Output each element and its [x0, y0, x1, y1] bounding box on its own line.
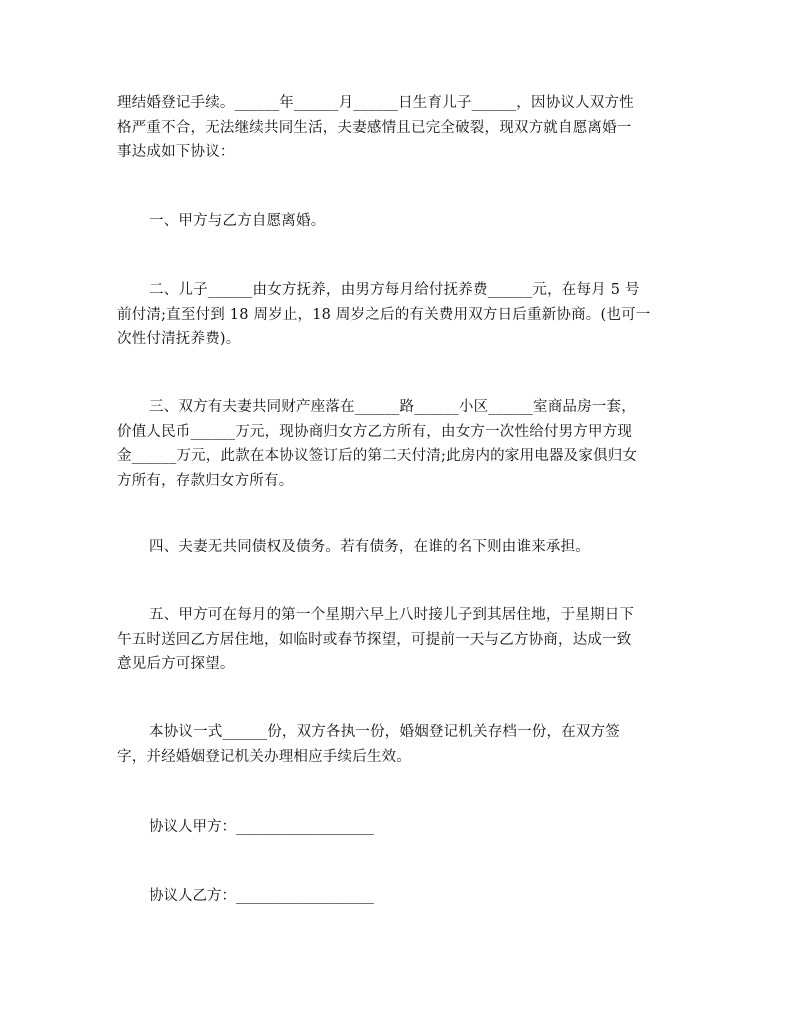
clause-3-line-4: 方所有，存款归女方所有。: [117, 472, 294, 489]
clause-5-paragraph: [117, 603, 682, 677]
intro-line-2: 格严重不合，无法继续共同生活，夫妻感情且已完全破裂，现双方就自愿离婚一: [117, 119, 632, 136]
clause-2-paragraph: [117, 278, 682, 352]
clause-2-line-1: 二、儿子______由女方抚养，由男方每月给付抚养费______元，在每月 5 号: [149, 282, 640, 298]
clause-3-line-1: 三、双方有夫妻共同财产座落在______路______小区______室商品房一套，: [149, 399, 636, 415]
signature-party-b: 协议人乙方：___________________: [149, 888, 374, 904]
clause-1-line-1: 一、甲方与乙方自愿离婚。: [149, 213, 326, 229]
clause-2-line-2: 前付清;直至付到 18 周岁止，18 周岁之后的有关费用双方日后重新协商。(也可一: [117, 306, 651, 323]
clause-3-line-3: 金______万元，此款在本协议签订后的第二天付清;此房内的家用电器及家俱归女: [117, 448, 638, 464]
intro-paragraph: [117, 91, 682, 165]
clause-4-line-1: 四、夫妻无共同债权及债务。若有债务，在谁的名下则由谁来承担。: [149, 539, 590, 555]
clause-2-line-3: 次性付清抚养费)。: [117, 331, 241, 347]
clause-5-line-3: 意见后方可探望。: [117, 656, 235, 672]
clause-5-line-2: 午五时送回乙方居住地，如临时或春节探望，可提前一天与乙方协商，达成一致: [117, 631, 632, 648]
clause-1-paragraph: [117, 209, 682, 234]
clause-4-paragraph: [117, 535, 682, 560]
intro-line-3: 事达成如下协议：: [117, 144, 235, 160]
clause-3-paragraph: [117, 395, 682, 493]
signature-party-a: 协议人甲方：___________________: [149, 819, 374, 835]
intro-line-1: 理结婚登记手续。______年______月______日生育儿子______，因协议人双方性: [117, 95, 634, 111]
closing-line-1: 本协议一式______份，双方各执一份，婚姻登记机关存档一份，在双方签: [149, 724, 620, 740]
clause-3-line-2: 价值人民币______万元，现协商归女方乙方所有，由女方一次性给付男方甲方现: [117, 423, 633, 440]
closing-paragraph: [117, 720, 682, 769]
clause-5-line-1: 五、甲方可在每月的第一个星期六早上八时接儿子到其居住地，于星期日下: [149, 607, 635, 623]
closing-line-2: 字，并经婚姻登记机关办理相应手续后生效。: [117, 748, 411, 765]
